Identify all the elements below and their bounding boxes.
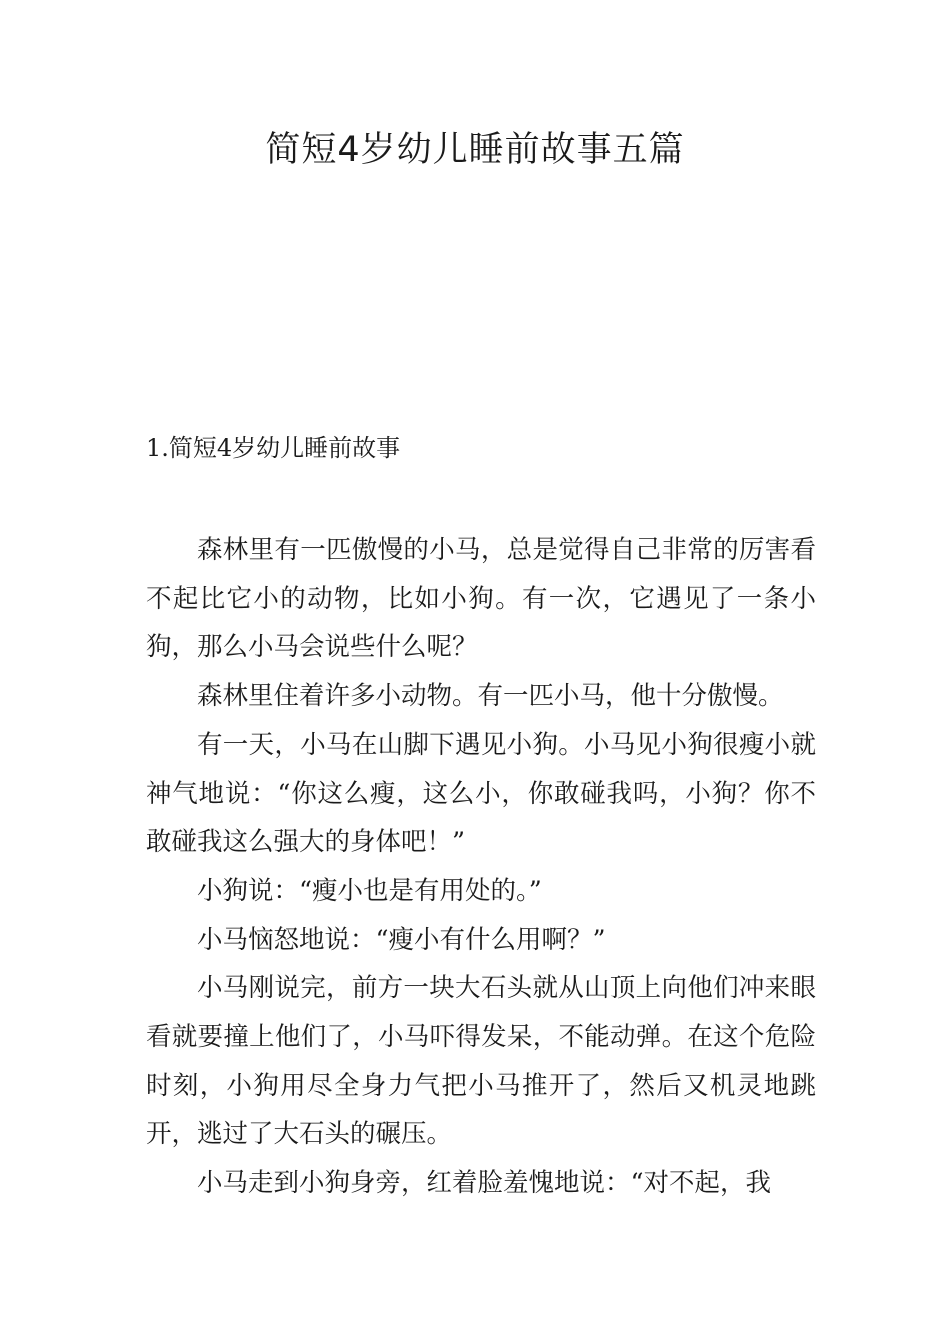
story-body <box>146 526 816 1208</box>
paragraph: 小马走到小狗身旁，红着脸羞愧地说：“对不起，我 <box>197 1168 772 1199</box>
paragraph: 有一天，小马在山脚下遇见小狗。小马见小狗很瘦小就神气地说：“你这么瘦，这么小，你敢碰我吗，小狗？你不敢碰我这么强大的身体吧！” <box>146 729 816 858</box>
paragraph: 小马刚说完，前方一块大石头就从山顶上向他们冲来眼看就要撞上他们了，小马吓得发呆，不能动弹。在这个危险时刻，小狗用尽全身力气把小马推开了，然后又机灵地跳开，逃过了大石头的碾压。 <box>146 973 816 1150</box>
paragraph: 小马恼怒地说：“瘦小有什么用啊？” <box>197 924 606 955</box>
paragraph: 森林里住着许多小动物。有一匹小马，他十分傲慢。 <box>197 681 784 712</box>
paragraph: 小狗说：“瘦小也是有用处的。” <box>197 875 542 906</box>
document-title: 简短4岁幼儿睡前故事五篇 <box>265 130 685 170</box>
section-heading: 1.简短4岁幼儿睡前故事 <box>146 434 401 462</box>
paragraph-intro: 森林里有一匹傲慢的小马，总是觉得自己非常的厉害看不起比它小的动物，比如小狗。有一次，它遇见了一条小狗，那么小马会说些什么呢？ <box>146 535 816 663</box>
